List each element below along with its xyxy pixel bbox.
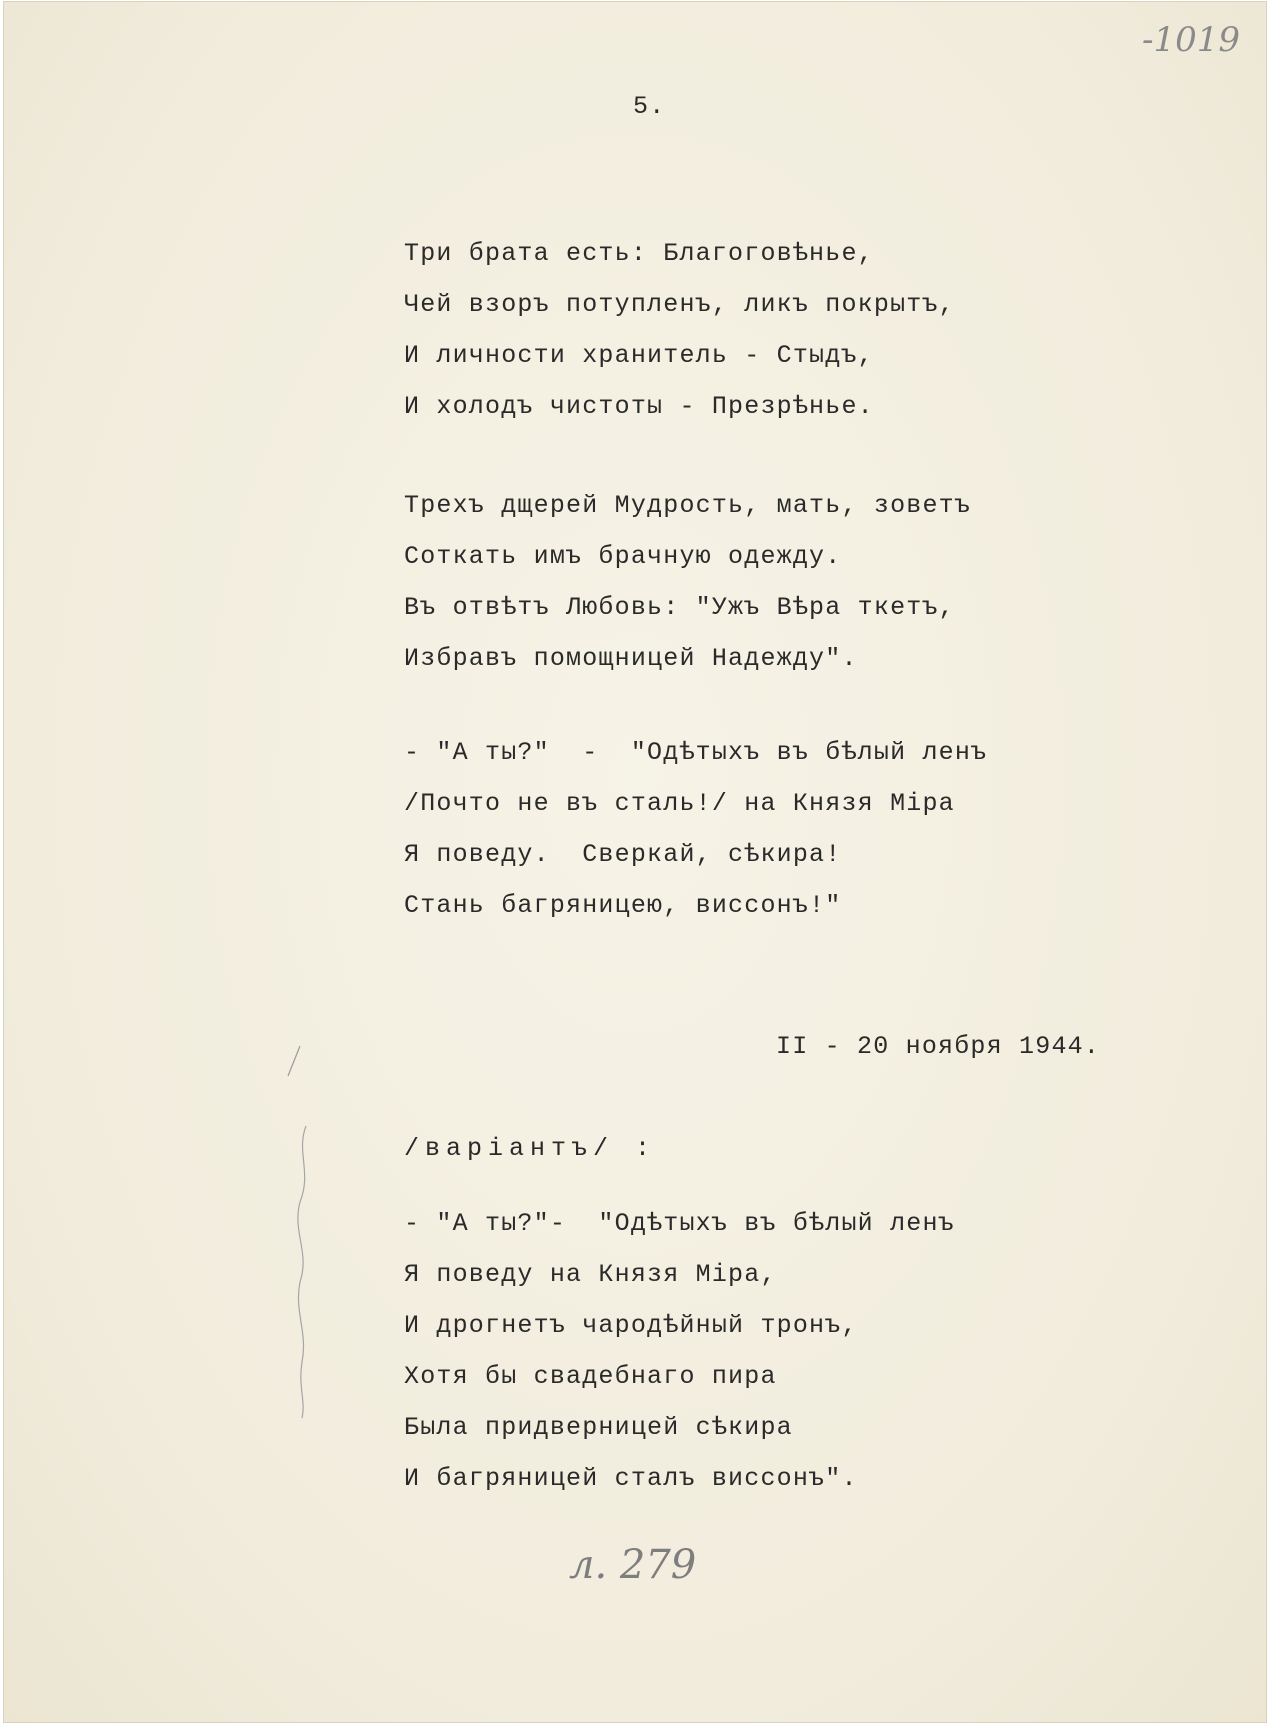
pencil-mark-icon bbox=[284, 1042, 304, 1082]
poem-line: Я поведу на Князя Міра, bbox=[404, 1260, 777, 1289]
stanza-1 bbox=[404, 228, 955, 432]
page-number: 5. bbox=[633, 92, 666, 121]
poem-line: И багряницей сталъ виссонъ". bbox=[404, 1464, 858, 1493]
poem-line: И личности хранитель - Стыдъ, bbox=[404, 341, 874, 370]
poem-line: Въ отвѣтъ Любовь: "Ужъ Вѣра ткетъ, bbox=[404, 593, 955, 622]
poem-line: Стань багряницею, виссонъ!" bbox=[404, 891, 842, 920]
poem-line: Я поведу. Сверкай, сѣкира! bbox=[404, 840, 842, 869]
poem-line: Трехъ дщерей Мудрость, мать, зоветъ bbox=[404, 491, 972, 520]
poem-line: Избравъ помощницей Надежду". bbox=[404, 644, 858, 673]
stanza-2 bbox=[404, 480, 971, 684]
date-line: II - 20 ноября 1944. bbox=[776, 1032, 1101, 1061]
folio-number: л. 279 bbox=[569, 1542, 697, 1588]
variant-label: /варіантъ/ : bbox=[404, 1134, 657, 1163]
pencil-bracket-icon bbox=[288, 1122, 318, 1422]
manuscript-page bbox=[4, 2, 1266, 1722]
poem-line: И дрогнетъ чародѣйный тронъ, bbox=[404, 1311, 858, 1340]
poem-line: - "А ты?" - "Одѣтыхъ въ бѣлый ленъ bbox=[404, 738, 988, 767]
poem-line: - "А ты?"- "Одѣтыхъ въ бѣлый ленъ bbox=[404, 1209, 955, 1238]
poem-line: Соткать имъ брачную одежду. bbox=[404, 542, 842, 571]
poem-line: Чей взоръ потупленъ, ликъ покрытъ, bbox=[404, 290, 955, 319]
variant-stanza bbox=[404, 1198, 955, 1504]
stanza-3 bbox=[404, 727, 987, 931]
poem-line: /Почто не въ сталь!/ на Князя Міра bbox=[404, 789, 955, 818]
poem-line: Хотя бы свадебнаго пира bbox=[404, 1362, 777, 1391]
archive-catalog-number: -1019 bbox=[1141, 20, 1240, 60]
poem-line: Три брата есть: Благоговѣнье, bbox=[404, 239, 874, 268]
poem-line: Была придверницей сѣкира bbox=[404, 1413, 793, 1442]
poem-line: И холодъ чистоты - Презрѣнье. bbox=[404, 392, 874, 421]
